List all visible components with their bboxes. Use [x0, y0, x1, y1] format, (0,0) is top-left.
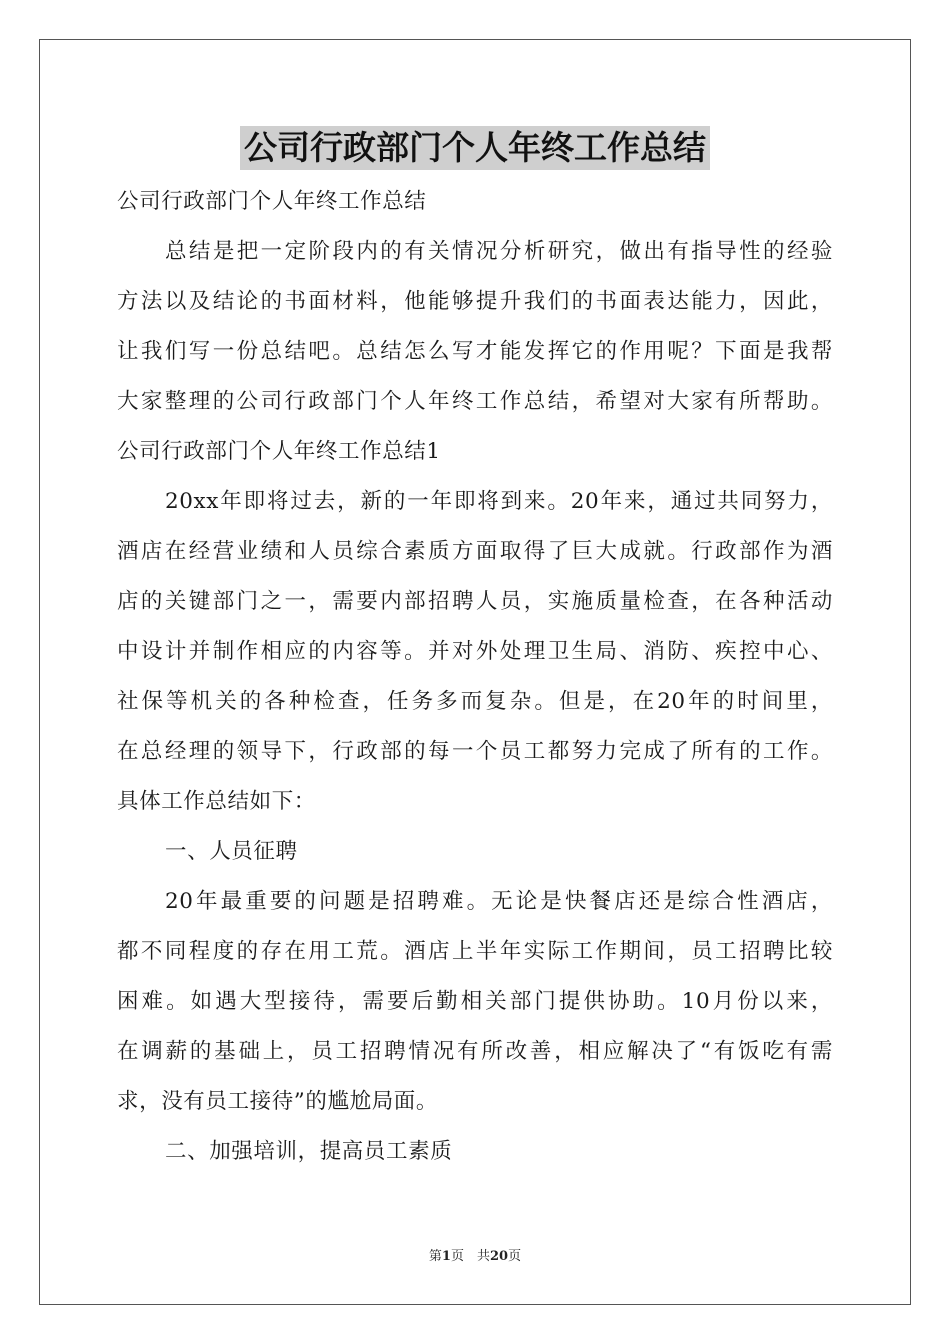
body-line: 公司行政部门个人年终工作总结1 — [117, 439, 441, 464]
body-line: 困难。如遇大型接待，需要后勤相关部门提供协助。10月份以来， — [117, 989, 833, 1014]
body-line: 店的关键部门之一，需要内部招聘人员，实施质量检查，在各种活动 — [117, 589, 833, 614]
title-container — [0, 126, 950, 170]
body-line: 酒店在经营业绩和人员综合素质方面取得了巨大成就。行政部作为酒 — [117, 539, 833, 564]
body-line: 在调薪的基础上，员工招聘情况有所改善，相应解决了“有饭吃有需 — [117, 1039, 833, 1064]
footer-mid: 页 共 — [450, 1249, 490, 1264]
body-line: 让我们写一份总结吧。总结怎么写才能发挥它的作用呢？下面是我帮 — [117, 339, 833, 364]
document-body — [117, 177, 833, 1177]
body-line: 20年最重要的问题是招聘难。无论是快餐店还是综合性酒店， — [165, 889, 833, 914]
body-line: 一、人员征聘 — [165, 839, 298, 864]
body-line: 方法以及结论的书面材料，他能够提升我们的书面表达能力，因此， — [117, 289, 833, 314]
page-footer — [0, 1248, 950, 1266]
body-line: 中设计并制作相应的内容等。并对外处理卫生局、消防、疾控中心、 — [117, 639, 833, 664]
body-line: 在总经理的领导下，行政部的每一个员工都努力完成了所有的工作。 — [117, 739, 833, 764]
footer-page-current: 1 — [441, 1249, 451, 1264]
body-line: 大家整理的公司行政部门个人年终工作总结，希望对大家有所帮助。 — [117, 389, 833, 414]
document-title: 公司行政部门个人年终工作总结 — [240, 126, 710, 170]
body-line: 求，没有员工接待”的尴尬局面。 — [117, 1089, 438, 1114]
footer-page-total: 20 — [489, 1249, 509, 1264]
body-line: 社保等机关的各种检查，任务多而复杂。但是，在20年的时间里， — [117, 689, 833, 714]
body-line: 公司行政部门个人年终工作总结 — [117, 189, 427, 214]
body-line: 都不同程度的存在用工荒。酒店上半年实际工作期间，员工招聘比较 — [117, 939, 833, 964]
footer-prefix: 第 — [428, 1249, 442, 1264]
footer-suffix: 页 — [508, 1249, 522, 1264]
body-line: 总结是把一定阶段内的有关情况分析研究，做出有指导性的经验 — [165, 239, 833, 264]
body-line: 20xx年即将过去，新的一年即将到来。20年来，通过共同努力， — [165, 489, 833, 514]
body-line: 具体工作总结如下： — [117, 789, 316, 814]
body-line: 二、加强培训，提高员工素质 — [165, 1139, 453, 1164]
